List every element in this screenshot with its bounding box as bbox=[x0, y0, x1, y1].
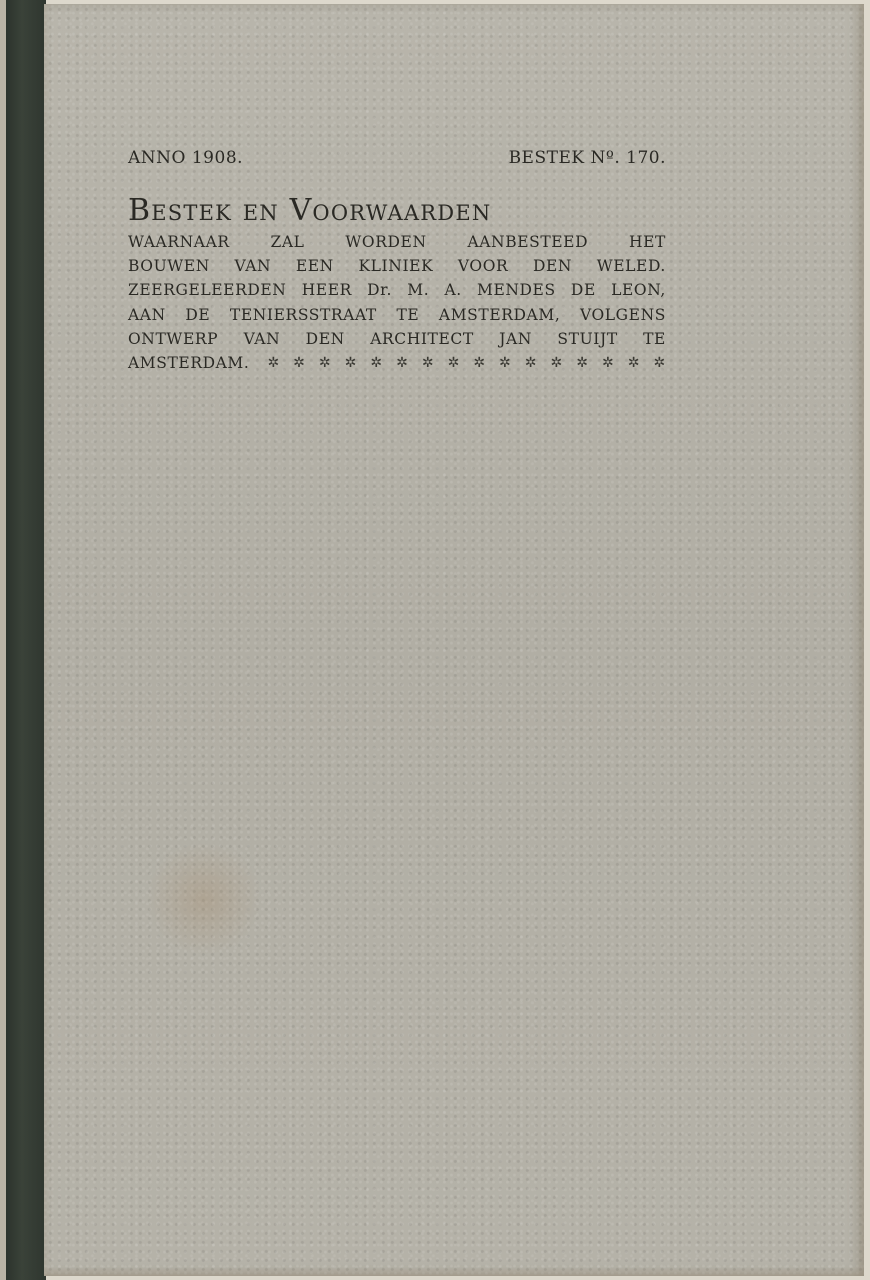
star-ornament-icon: ✲ bbox=[601, 355, 615, 372]
description-word: AMSTERDAM, bbox=[438, 305, 561, 324]
star-ornament-icon: ✲ bbox=[473, 355, 486, 372]
star-ornament-icon: ✲ bbox=[421, 355, 435, 372]
description-word: ZAL bbox=[270, 233, 305, 251]
paper-stain bbox=[144, 844, 264, 954]
description-word: Dr. bbox=[367, 281, 392, 300]
description-word: KLINIEK bbox=[358, 257, 434, 276]
description-line bbox=[128, 254, 666, 278]
description-word: TENIERSSTRAAT bbox=[229, 305, 377, 324]
description-word: VOOR bbox=[457, 257, 509, 276]
star-ornament-icon: ✲ bbox=[576, 355, 589, 372]
description-line bbox=[128, 278, 666, 302]
description-last-line bbox=[128, 351, 666, 375]
star-ornament-icon: ✲ bbox=[653, 355, 666, 372]
cover-text bbox=[128, 148, 666, 375]
description-line bbox=[128, 230, 666, 254]
description-word: HET bbox=[628, 233, 666, 251]
description-word: DE bbox=[185, 305, 211, 324]
description-word: VOLGENS bbox=[579, 305, 666, 324]
description-word: ARCHITECT bbox=[370, 329, 474, 348]
last-line-text: AMSTERDAM. bbox=[128, 354, 250, 373]
description-word: DEN bbox=[532, 257, 573, 276]
description-word: A. bbox=[444, 281, 462, 300]
description-text bbox=[128, 230, 666, 351]
star-ornament-icon: ✲ bbox=[344, 355, 357, 372]
description-word: STUIJT bbox=[557, 329, 618, 348]
star-ornament-icon: ✲ bbox=[499, 355, 512, 372]
description-word: WAARNAAR bbox=[128, 233, 230, 251]
star-ornament-icon: ✲ bbox=[550, 355, 563, 372]
description-word: VAN bbox=[243, 329, 281, 348]
year-label: ANNO 1908. bbox=[128, 148, 244, 168]
description-word: VAN bbox=[234, 257, 272, 276]
star-ornament-icon: ✲ bbox=[370, 355, 383, 372]
star-ornament-icon: ✲ bbox=[627, 355, 641, 372]
description-word: ZEERGELEERDEN bbox=[128, 281, 287, 300]
description-word: LEON, bbox=[611, 281, 666, 300]
bestek-number: BESTEK Nº. 170. bbox=[508, 148, 666, 168]
description-word: TE bbox=[643, 329, 666, 348]
description-word: HEER bbox=[301, 281, 352, 300]
star-ornament-row bbox=[267, 351, 666, 375]
description-word: BOUWEN bbox=[128, 257, 210, 276]
description-word: JAN bbox=[499, 329, 532, 348]
description-word: EEN bbox=[295, 257, 334, 276]
header-row bbox=[128, 148, 666, 174]
description-line bbox=[128, 303, 666, 327]
description-word: WORDEN bbox=[345, 233, 427, 251]
star-ornament-icon: ✲ bbox=[396, 355, 409, 372]
description-word: WELED. bbox=[596, 257, 666, 276]
description-word: DEN bbox=[305, 329, 345, 348]
document-title: Bestek en Voorwaarden bbox=[128, 193, 492, 228]
description-word: AAN bbox=[128, 305, 166, 324]
description-word: DE bbox=[570, 281, 596, 300]
description-word: MENDES bbox=[476, 281, 556, 300]
star-ornament-icon: ✲ bbox=[267, 355, 280, 372]
star-ornament-icon: ✲ bbox=[524, 355, 538, 372]
description-word: TE bbox=[396, 305, 420, 324]
description-word: ONTWERP bbox=[128, 329, 219, 348]
description-word: AANBESTEED bbox=[467, 233, 589, 251]
book-spine bbox=[6, 0, 46, 1280]
star-ornament-icon: ✲ bbox=[293, 355, 306, 372]
star-ornament-icon: ✲ bbox=[318, 355, 332, 372]
description-line bbox=[128, 327, 666, 351]
star-ornament-icon: ✲ bbox=[447, 355, 460, 372]
description-word: M. bbox=[407, 281, 430, 300]
